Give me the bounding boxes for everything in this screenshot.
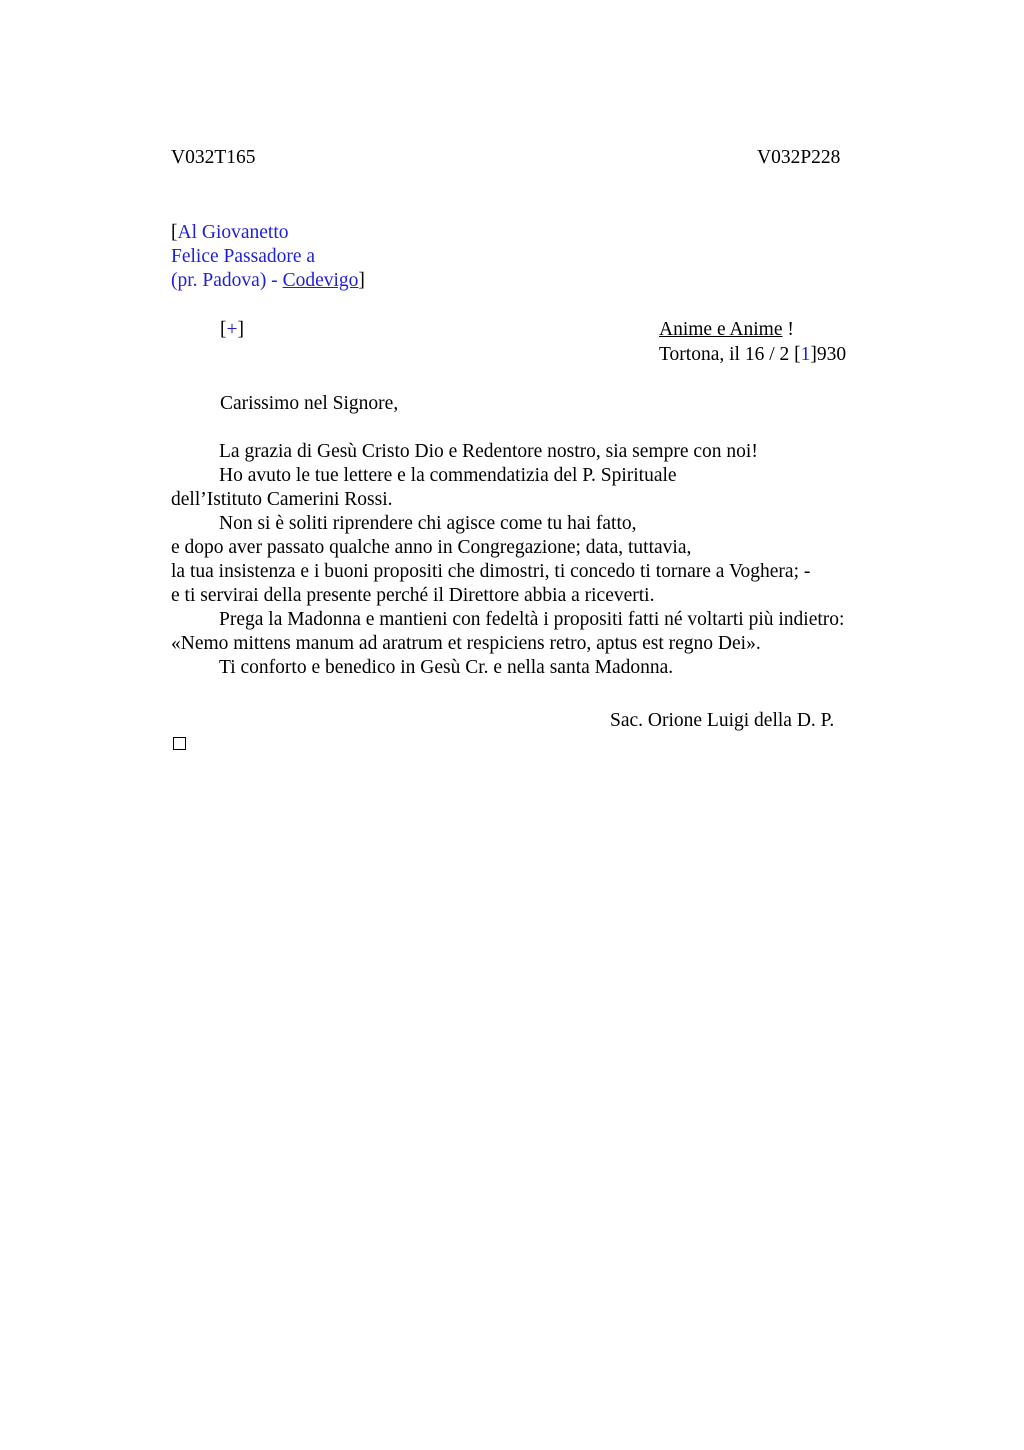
document-code-right: V032P228 [757, 147, 841, 168]
body-line: la tua insistenza e i buoni propositi che dimostri, ti concedo ti tornare a Voghera; - [171, 561, 811, 582]
address-block [171, 221, 365, 293]
body-line: Non si è soliti riprendere chi agisce come tu hai fatto, [219, 513, 637, 534]
address-line-3: (pr. Padova) - Codevigo] [171, 270, 365, 291]
place-link[interactable]: Codevigo [282, 270, 359, 291]
body-line: «Nemo mittens manum ad aratrum et respiciens retro, aptus est regno Dei». [171, 633, 761, 654]
end-square-icon [173, 737, 186, 750]
motto: Anime e Anime ! [659, 319, 794, 340]
salutation: Carissimo nel Signore, [220, 393, 399, 414]
address-line-2: Felice Passadore a [171, 246, 316, 267]
cross-mark: [+] [220, 319, 244, 340]
body-line: Prega la Madonna e mantieni con fedeltà i propositi fatti né voltarti più indietro: [219, 609, 845, 630]
body-line: dell’Istituto Camerini Rossi. [171, 489, 393, 510]
address-line-1: [Al Giovanetto [171, 222, 289, 243]
body-line: Ti conforto e benedico in Gesù Cr. e nella santa Madonna. [219, 657, 674, 678]
body-line: La grazia di Gesù Cristo Dio e Redentore nostro, sia sempre con noi! [219, 441, 758, 462]
signature: Sac. Orione Luigi della D. P. [610, 710, 835, 731]
document-code-left: V032T165 [171, 147, 256, 168]
body-line: Ho avuto le tue lettere e la commendatizia del P. Spirituale [219, 465, 677, 486]
body-line: e ti servirai della presente perché il Direttore abbia a riceverti. [171, 585, 655, 606]
body-line: e dopo aver passato qualche anno in Congregazione; data, tuttavia, [171, 537, 692, 558]
dateline: Tortona, il 16 / 2 [1]930 [659, 344, 847, 365]
letter-body [171, 440, 844, 680]
